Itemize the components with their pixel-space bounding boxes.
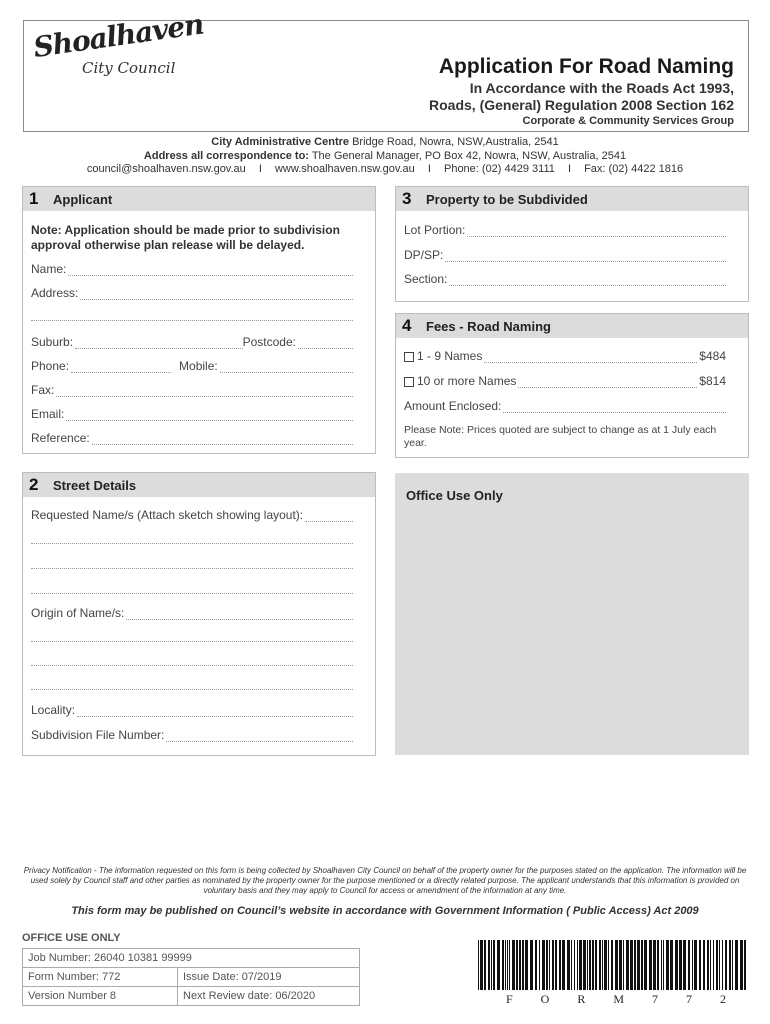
centre-label: City Administrative Centre [211,136,350,148]
table-row [23,987,360,1006]
section-number: 2 [29,475,39,494]
lot-portion-field[interactable] [404,223,726,237]
suburb-line[interactable] [75,339,243,349]
publication-notice: This form may be published on Council’s website in accordance with Government Information ( Public Access) Act 2009 [71,905,699,917]
barcode-bar [552,940,554,990]
name-line[interactable] [68,266,353,276]
locality-line[interactable] [77,707,353,717]
fax-line[interactable] [56,387,353,397]
barcode-letter: F [506,992,513,1006]
barcode-bar [509,940,510,990]
reference-field[interactable] [31,431,353,445]
section-line[interactable] [449,276,726,286]
section-applicant [22,186,376,454]
barcode-bar [562,940,565,990]
barcode-bar [692,940,693,990]
fax-field[interactable] [31,383,353,397]
email-line[interactable] [66,411,353,421]
barcode-bar [716,940,718,990]
barcode-bar [546,940,548,990]
barcode-bar [525,940,528,990]
requested-names-line-4[interactable] [31,593,353,594]
review-date-cell: Next Review date: 06/2020 [178,987,360,1006]
barcode-bar [732,940,733,990]
centre-value: Bridge Road, Nowra, NSW,Australia, 2541 [352,136,559,148]
fee-10-plus-price: $814 [699,374,726,388]
office-use-box-title: Office Use Only [406,488,503,503]
section-title: Property to be Subdivided [426,192,588,207]
barcode-bar [679,940,682,990]
barcode-bar [539,940,540,990]
separator: I [567,163,572,175]
barcode-letter: M [613,992,624,1006]
barcode-bar [555,940,557,990]
barcode-bar [710,940,711,990]
separator: I [258,163,262,175]
section-number: 1 [29,189,39,208]
section-number: 3 [402,189,412,208]
address-line-2[interactable] [31,320,353,321]
requested-names-line-2[interactable] [31,543,353,544]
origin-field[interactable] [31,606,353,620]
barcode-bar [637,940,640,990]
barcode-bar [549,940,550,990]
barcode-bar [653,940,656,990]
section-title: Street Details [53,478,137,493]
file-number-field[interactable] [31,728,353,742]
barcode-letter: R [577,992,586,1006]
fee-1-9-price: $484 [699,349,726,363]
origin-line[interactable] [126,610,353,620]
name-field[interactable] [31,262,353,276]
barcode-letter: 2 [719,992,726,1006]
requested-names-line[interactable] [305,512,353,522]
fax-label: Fax: [31,383,55,397]
barcode-caption [506,992,726,1007]
barcode-bar [577,940,578,990]
office-use-table [22,948,360,1006]
barcode-bar [608,940,609,990]
barcode-bar [663,940,664,990]
fee-10-plus-label: 10 or more Names [417,374,517,388]
dpsp-line[interactable] [445,252,726,262]
amount-enclosed-field[interactable] [404,399,726,413]
barcode-bar [478,940,479,990]
contact-details [0,163,770,175]
barcode-bar [735,940,738,990]
barcode-bar [623,940,624,990]
address-value: The General Manager, PO Box 42, Nowra, NSW, Australia, 2541 [311,150,627,162]
barcode-bar [519,940,521,990]
locality-label: Locality: [31,703,76,717]
barcode-bar [657,940,659,990]
requested-names-field[interactable] [31,508,353,522]
postcode-line[interactable] [298,339,353,349]
amount-enclosed-label: Amount Enclosed: [404,399,502,413]
requested-names-label: Requested Name/s (Attach sketch showing layout): [31,508,304,522]
barcode-letter: 7 [685,992,692,1006]
mobile-label: Mobile: [179,359,218,373]
department-group: Corporate & Community Services Group [522,115,734,127]
barcode-bar [740,940,743,990]
fees-note: Please Note: Prices quoted are subject to change as at 1 July each year. [404,424,717,449]
lot-portion-label: Lot Portion: [404,223,466,237]
contact-website[interactable]: www.shoalhaven.nsw.gov.au [274,163,415,175]
office-use-box [395,473,749,755]
barcode-bar [491,940,492,990]
section-field[interactable] [404,272,726,286]
amount-enclosed-line[interactable] [503,403,726,413]
issue-date-cell: Issue Date: 07/2019 [178,968,360,987]
file-number-line[interactable] [166,732,353,742]
barcode-bar [615,940,618,990]
barcode-bar [649,940,652,990]
logo-subtitle: City Council [82,59,176,77]
barcode-bar [480,940,483,990]
barcode-bar [502,940,504,990]
phone-line[interactable] [71,363,171,373]
barcode-bar [729,940,731,990]
address-line[interactable] [80,290,353,300]
contact-address [0,150,770,162]
dpsp-label: DP/SP: [404,248,444,262]
office-use-label: OFFICE USE ONLY [22,932,121,944]
barcode-bar [583,940,586,990]
email-field[interactable] [31,407,353,421]
fee-option-10-plus[interactable] [404,374,726,388]
locality-field[interactable] [31,703,353,717]
barcode-letter: O [540,992,550,1006]
applicant-note: Note: Application should be made prior to subdivision approval otherwise plan release will be delayed. [31,223,340,252]
barcode-bar [707,940,709,990]
address-label: Address: [31,286,79,300]
contact-centre [0,136,770,148]
lot-portion-line[interactable] [467,227,726,237]
barcode-bar [592,940,594,990]
barcode-bar [630,940,633,990]
section-header [23,187,375,211]
section-fees [395,313,749,458]
barcode-bar [719,940,720,990]
barcode-letter: 7 [651,992,658,1006]
barcode-bar [611,940,613,990]
file-number-label: Subdivision File Number: [31,728,165,742]
dpsp-field[interactable] [404,248,726,262]
barcode-bar [579,940,582,990]
form-subtitle-1: In Accordance with the Roads Act 1993, [469,80,734,96]
barcode-bar [725,940,727,990]
address-label: Address all correspondence to: [143,150,309,162]
section-street-details [22,472,376,756]
barcode-bar [699,940,701,990]
barcode-bar [661,940,662,990]
barcode-bar [722,940,723,990]
form-title: Application For Road Naming [438,55,734,78]
form-number-cell: Form Number: 772 [23,968,178,987]
council-logo [31,7,206,89]
barcode-bar [626,940,629,990]
section-property [395,186,749,302]
barcode-bar [567,940,570,990]
barcode-bar [507,940,508,990]
privacy-notification: Privacy Notification - The information requested on this form is being collected by Shoalhaven City Council on behalf of the property owner for the purposes stated on the application. The information will be used solely by Council staff and other parties as nominated by the property owner for the purpose mentioned or a directly related purpose. The applicant understands that this information is provided on voluntary basis and they may apply to Council for access or amendment of the information at any time. [23,866,747,895]
barcode-bar [666,940,669,990]
barcode-bar [713,940,714,990]
section-number: 4 [402,316,412,335]
section-header [396,187,748,211]
barcode-bar [744,940,746,990]
section-label: Section: [404,272,448,286]
logo-script: Shoalhaven [31,7,206,65]
barcode-bar [694,940,697,990]
fee-10-plus-checkbox[interactable] [404,377,414,387]
barcode-bar [505,940,506,990]
section-header [23,473,375,497]
barcode-bar [688,940,690,990]
barcode-bar [516,940,518,990]
barcode-bar [571,940,572,990]
barcode-bar [530,940,533,990]
postcode-label: Postcode: [242,335,296,349]
origin-line-3[interactable] [31,665,353,666]
requested-names-line-3[interactable] [31,568,353,569]
form-barcode [478,940,748,990]
barcode-bar [559,940,561,990]
table-row [23,968,360,987]
phone-label: Phone: [31,359,70,373]
barcode-bar [493,940,495,990]
table-row [23,949,360,968]
barcode-bar [497,940,500,990]
contact-phone: Phone: (02) 4429 3111 [443,163,555,175]
fee-1-9-checkbox[interactable] [404,352,414,362]
barcode-bar [604,940,607,990]
barcode-bar [512,940,515,990]
job-number-cell: Job Number: 26040 10381 99999 [23,949,360,968]
fee-option-1-9[interactable] [404,349,726,363]
barcode-bar [484,940,486,990]
section-title: Applicant [53,192,113,207]
barcode-bar [675,940,678,990]
fee-10-plus-leader [518,378,697,388]
barcode-bar [644,940,647,990]
fee-1-9-label: 1 - 9 Names [417,349,483,363]
contact-fax: Fax: (02) 4422 1816 [584,163,684,175]
phone-mobile-row[interactable] [31,359,353,373]
suburb-postcode-row[interactable] [31,335,353,349]
name-label: Name: [31,262,67,276]
barcode-bar [574,940,575,990]
version-cell: Version Number 8 [23,987,178,1006]
section-title: Fees - Road Naming [426,319,551,334]
barcode-bar [634,940,636,990]
origin-label: Origin of Name/s: [31,606,125,620]
section-header [396,314,748,338]
barcode-bar [542,940,545,990]
barcode-bar [587,940,588,990]
contact-email[interactable]: council@shoalhaven.nsw.gov.au [86,163,246,175]
reference-line[interactable] [92,435,353,445]
mobile-line[interactable] [220,363,353,373]
barcode-bar [670,940,673,990]
barcode-bar [535,940,537,990]
origin-line-4[interactable] [31,689,353,690]
origin-line-2[interactable] [31,641,353,642]
barcode-bar [599,940,601,990]
barcode-bar [619,940,622,990]
barcode-bar [589,940,591,990]
header-box [23,7,749,132]
barcode-bar [522,940,524,990]
email-label: Email: [31,407,65,421]
reference-label: Reference: [31,431,90,445]
barcode-bar [703,940,705,990]
barcode-bar [595,940,597,990]
form-subtitle-2: Roads, (General) Regulation 2008 Section 162 [429,97,734,113]
barcode-bar [602,940,603,990]
fee-1-9-leader [484,353,697,363]
barcode-bar [683,940,686,990]
suburb-label: Suburb: [31,335,74,349]
barcode-bar [641,940,643,990]
barcode-bar [488,940,490,990]
address-field[interactable] [31,286,353,300]
separator: I [427,163,431,175]
